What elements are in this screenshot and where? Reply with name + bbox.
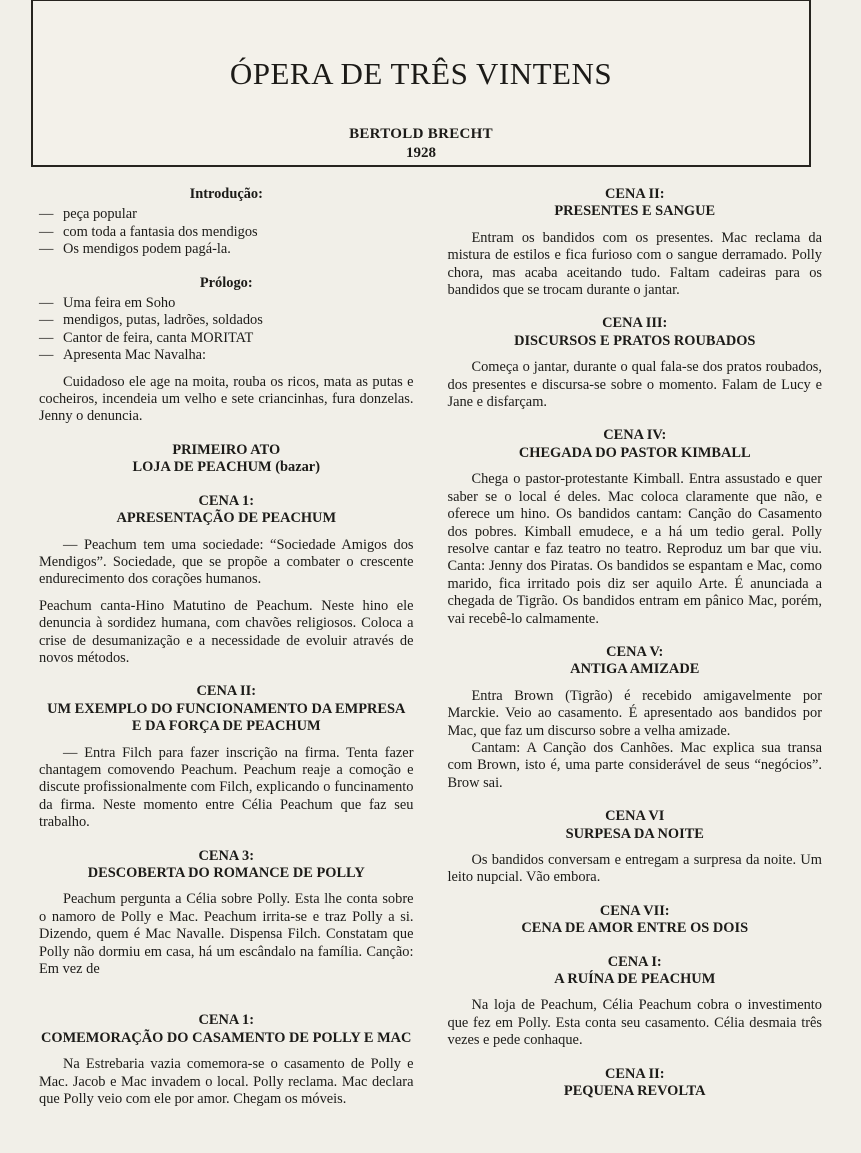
list-item — [39, 206, 414, 223]
section-heading — [39, 683, 414, 735]
section-heading-line: COMEMORAÇÃO DO CASAMENTO DE POLLY E MAC — [41, 1029, 412, 1046]
list-item-text: Apresenta Mac Navalha: — [63, 347, 207, 364]
section-heading-line: CENA I: — [607, 953, 662, 970]
section-heading-line: CENA II: — [604, 1065, 665, 1082]
section-heading-line: CENA V: — [606, 643, 664, 660]
list-item-text: Uma feira em Soho — [63, 295, 176, 312]
list-item-text: Cantor de feira, canta MORITAT — [63, 329, 254, 346]
dash-bullet: — — [39, 347, 54, 364]
dash-list — [39, 206, 414, 258]
section-heading-line: Prólogo: — [199, 274, 253, 291]
left-column — [39, 183, 414, 1108]
section-heading-line: APRESENTAÇÃO DE PEACHUM — [116, 510, 337, 527]
section-heading-line: CENA 1: — [198, 1012, 255, 1029]
section-heading-line: CENA VII: — [599, 902, 670, 919]
document-author: BERTOLD BRECHT — [349, 126, 493, 142]
list-item — [39, 295, 414, 312]
list-item-text: com toda a fantasia dos mendigos — [63, 223, 258, 240]
section-heading — [39, 442, 414, 477]
section-heading — [39, 848, 414, 883]
list-item — [39, 312, 414, 329]
section-heading — [448, 644, 823, 679]
section-heading-line: PRIMEIRO ATO — [172, 441, 281, 458]
list-item — [39, 347, 414, 364]
section-heading-line: DESCOBERTA DO ROMANCE DE POLLY — [87, 865, 365, 881]
paragraph: — Peachum tem uma sociedade: “Sociedade Amigos dos Mendigos”. Sociedade, que se propõe a combater o crescente endurecimento dos corações humanos. — [39, 536, 414, 588]
list-item-text: Os mendigos podem pagá-la. — [63, 241, 231, 258]
section-heading-line: CENA 1: — [198, 492, 255, 509]
section-heading-line: CENA II: — [196, 683, 257, 700]
paragraph: Peachum canta-Hino Matutino de Peachum. Neste hino ele denuncia à sordidez humana, com chavões religiosos. Coloca a crise de desumanização e a necessidade de evoluir através de novos métodos. — [39, 597, 414, 666]
section-heading-line: PEQUENA REVOLTA — [563, 1083, 706, 1100]
paragraph: Chega o pastor-protestante Kimball. Entra assustado e quer saber se o local é deles. Mac coloca claramente que não, e oferece um hino. Os bandidos cantam: Canção do Casamento dos pobres. Kimball emudece, e a há um tedio geral. Polly resolve cantar e faz teatro no teatro. Reproduz um bar que viu. Canta: Jenny dos Piratas. Os bandidos se espantam e Mac, como marido, fica irritado pois diz ser aquilo Arte. É anunciada a chegada de Tigrão. Os bandidos entram em pânico Mac, porém, vai recebê-lo calmamente. — [447, 471, 822, 627]
paragraph: Entram os bandidos com os presentes. Mac reclama da mistura de estilos e fica furioso com o sangue derramado. Polly chora, mas acaba aceitando tudo. Faltam cadeiras para os bandidos que se trocam durante o jantar. — [447, 229, 822, 299]
section-heading-line: CENA II: — [604, 186, 665, 202]
title-box — [31, 0, 811, 167]
list-item — [39, 224, 414, 241]
section-heading — [39, 493, 414, 528]
section-heading — [448, 954, 823, 989]
section-heading — [39, 186, 414, 203]
list-item-text: peça popular — [63, 206, 137, 223]
paragraph: Peachum pergunta a Célia sobre Polly. Esta lhe conta sobre o namoro de Polly e Mac. Peachum irrita-se e traz Polly a si. Dizendo, quem é Mac Navalle. Dispensa Filch. Constatam que Polly não dormiu em casa, há um escândalo na família. Canção: Em vez de — [39, 891, 414, 978]
paragraph: — Entra Filch para fazer inscrição na firma. Tenta fazer chantagem comovendo Peachum. Peachum reaje a comoção e discute profissionalmente com Filch, explicando o funcinamento da firma. Neste momento entre Célia Peachum que faz seu trabalho. — [39, 744, 414, 831]
dash-bullet: — — [39, 295, 54, 312]
section-heading-line: CENA 3: — [198, 847, 255, 864]
section-heading — [448, 1066, 823, 1101]
dash-bullet: — — [39, 223, 54, 240]
two-column-layout — [0, 183, 861, 1108]
section-heading-line: Introdução: — [189, 186, 263, 202]
section-heading-line: PRESENTES E SANGUE — [554, 203, 716, 220]
section-heading-line: CENA VI — [605, 808, 665, 825]
section-heading-line: A RUÍNA DE PEACHUM — [554, 971, 716, 988]
section-heading — [448, 186, 823, 221]
section-heading — [448, 808, 823, 843]
paragraph: Começa o jantar, durante o qual fala-se dos pratos roubados, dos presentes e discursa-se sobre o momento. Falam de Lucy e Jane e disfarçam. — [447, 359, 822, 411]
right-column — [448, 183, 823, 1108]
dash-bullet: — — [39, 312, 54, 329]
dash-bullet: — — [39, 241, 54, 258]
list-item-text: mendigos, putas, ladrões, soldados — [63, 312, 263, 329]
section-heading — [39, 1012, 414, 1047]
dash-bullet: — — [39, 206, 54, 223]
paragraph: Os bandidos conversam e entregam a surpresa da noite. Um leito nupcial. Vão embora. — [447, 852, 822, 886]
section-heading-line: CENA IV: — [603, 427, 667, 444]
dash-list — [39, 295, 414, 365]
dash-bullet: — — [39, 329, 54, 346]
document-title: ÓPERA DE TRÊS VINTENS — [229, 56, 613, 91]
section-heading-line: CENA DE AMOR ENTRE OS DOIS — [521, 920, 749, 937]
paragraph: Entra Brown (Tigrão) é recebido amigavelmente por Marckie. Veio ao casamento. É apresentado aos bandidos por Mac, que faz um discurso sobre a velha amizade. — [447, 687, 822, 739]
paragraph: Cuidadoso ele age na moita, rouba os ricos, mata as putas e cocheiros, incendeia um velho e sete criancinhas, fura donzelas. Jenny o denuncia. — [39, 373, 414, 425]
section-heading-line: LOJA DE PEACHUM (bazar) — [132, 459, 320, 476]
section-heading-line: UM EXEMPLO DO FUNCIONAMENTO DA EMPRESA — [47, 700, 406, 717]
section-heading — [448, 427, 823, 462]
section-heading — [448, 315, 823, 350]
document-year: 1928 — [406, 145, 436, 161]
section-heading — [39, 275, 414, 292]
section-heading-line: DISCURSOS E PRATOS ROUBADOS — [514, 332, 756, 349]
section-heading-line: SURPESA DA NOITE — [565, 825, 704, 842]
paragraph: Cantam: A Canção dos Canhões. Mac explica sua transa com Brown, isto é, uma parte considerável de seus “negócios”. Brow sai. — [447, 739, 822, 791]
list-item — [39, 330, 414, 347]
paragraph: Na Estrebaria vazia comemora-se o casamento de Polly e Mac. Jacob e Mac invadem o local. Polly reclama. Mac declara que Polly veio com ele por amor. Chegam os móveis. — [39, 1056, 414, 1108]
section-heading-line: CENA III: — [602, 315, 668, 332]
section-heading-line: CHEGADA DO PASTOR KIMBALL — [518, 444, 751, 461]
paragraph: Na loja de Peachum, Célia Peachum cobra o investimento que fez em Polly. Esta conta seu casamento. Célia desmaia três vezes e pede conhaque. — [447, 997, 822, 1049]
list-item — [39, 241, 414, 258]
section-heading-line: ANTIGA AMIZADE — [570, 661, 700, 678]
section-heading-line: E DA FORÇA DE PEACHUM — [131, 718, 321, 735]
section-heading — [448, 903, 823, 938]
